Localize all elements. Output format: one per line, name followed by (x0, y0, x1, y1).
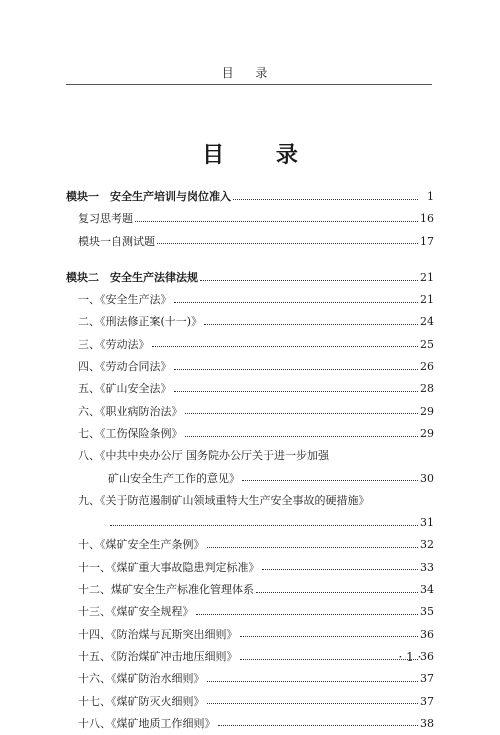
toc-entry-page: 26 (420, 360, 434, 374)
toc-entry[interactable] (66, 534, 434, 556)
page-number: · 1 · (398, 650, 422, 664)
toc-entry-label: 十八、《煤矿地质工作细则》 (78, 716, 216, 730)
toc-entry[interactable] (66, 624, 434, 646)
toc-entry-page: 34 (420, 583, 434, 597)
toc-entry-page: 38 (420, 716, 434, 730)
toc-entry[interactable] (66, 334, 434, 356)
dot-leader (218, 725, 419, 726)
dot-leader (233, 199, 418, 200)
toc-entry[interactable] (66, 601, 434, 623)
dot-leader (135, 221, 418, 222)
toc-entry-page: 36 (420, 627, 434, 641)
header-rule (66, 84, 432, 85)
toc-entry-page: 36 (420, 649, 434, 663)
toc-entry[interactable] (66, 378, 434, 400)
toc-entry-label: 十、《煤矿安全生产条例》 (78, 538, 205, 552)
toc-entry-label: 模块一 安全生产培训与岗位准入 (66, 190, 231, 203)
toc-entry-label: 十七、《煤矿防灭火细则》 (78, 694, 205, 708)
dot-leader (242, 480, 418, 481)
toc-entry[interactable] (66, 356, 434, 378)
page-title: 目 录 (202, 143, 320, 168)
toc-entry-label: 七、《工伤保险条例》 (78, 426, 183, 440)
dot-leader (110, 525, 418, 526)
dot-leader (174, 302, 419, 303)
toc-entry-page: 32 (420, 538, 434, 552)
toc-entry-label: 复习思考题 (78, 212, 133, 226)
toc-entry-label: 一、《安全生产法》 (78, 293, 172, 307)
toc-entry[interactable] (66, 208, 434, 230)
dot-leader (157, 243, 418, 244)
dot-leader (200, 280, 418, 281)
section-spacer (66, 253, 434, 267)
toc-entry-label: 模块一自测试题 (78, 234, 155, 248)
toc-entry[interactable] (66, 311, 434, 333)
toc-entry-module-2[interactable] (66, 267, 434, 289)
toc-entry-label: 十四、《防治煤与瓦斯突出细则》 (78, 627, 238, 641)
toc-entry-page: 33 (420, 560, 434, 574)
toc-entry[interactable] (66, 289, 434, 311)
running-head: 目 录 (221, 66, 277, 80)
toc-entry-label: 十一、《煤矿重大事故隐患判定标准》 (78, 560, 260, 574)
dot-leader (185, 436, 419, 437)
toc-entry-page: 29 (420, 404, 434, 418)
toc-entry-page: 37 (420, 694, 434, 708)
toc-entry[interactable] (66, 490, 434, 512)
toc-entry-label: 八、《中共中央办公厅 国务院办公厅关于进一步加强 (78, 449, 329, 463)
toc-entry-page: 25 (420, 337, 434, 351)
dot-leader (185, 413, 419, 414)
toc-entry-continuation[interactable] (66, 512, 434, 534)
toc-entry-page: 17 (420, 234, 434, 248)
dot-leader (207, 547, 419, 548)
dot-leader (256, 592, 418, 593)
toc-entry-label: 四、《劳动合同法》 (78, 360, 172, 374)
toc-entry-label: 五、《矿山安全法》 (78, 382, 172, 396)
toc-entry[interactable] (66, 579, 434, 601)
toc-entry-label: 二、《刑法修正案(十一)》 (78, 315, 203, 329)
toc-entry-page: 30 (420, 471, 434, 485)
dot-leader (152, 346, 419, 347)
toc-entry-label: 十二、煤矿安全生产标准化管理体系 (78, 583, 254, 597)
toc-entry-page: 29 (420, 426, 434, 440)
toc-entry[interactable] (66, 445, 434, 467)
dot-leader (174, 391, 419, 392)
toc-entry-page: 37 (420, 672, 434, 686)
toc-entry-page: 1 (427, 190, 434, 203)
dot-leader (240, 636, 419, 637)
toc-entry-label: 九、《关于防范遏制矿山领域重特大生产安全事故的硬措施》 (78, 493, 370, 507)
toc-entry-label: 十六、《煤矿防治水细则》 (78, 672, 205, 686)
toc-entry-continuation[interactable] (66, 468, 434, 490)
toc-entry-label: 十三、《煤矿安全规程》 (78, 605, 194, 619)
toc-entry[interactable] (66, 557, 434, 579)
dot-leader (196, 614, 419, 615)
toc-entry[interactable] (66, 423, 434, 445)
toc-entry-label: 模块二 安全生产法律法规 (66, 270, 198, 284)
toc-entry[interactable] (66, 668, 434, 690)
toc-entry-page: 28 (420, 382, 434, 396)
toc-entry-page: 24 (420, 315, 434, 329)
toc-entry-page: 16 (420, 212, 434, 226)
dot-leader (207, 703, 419, 704)
toc-entry-page: 35 (420, 605, 434, 619)
toc-entry[interactable] (66, 646, 434, 668)
toc-entry[interactable] (66, 231, 434, 253)
toc-entry[interactable] (66, 713, 434, 735)
toc-entry[interactable] (66, 691, 434, 713)
toc-entry-page: 21 (420, 270, 434, 284)
dot-leader (262, 569, 419, 570)
toc-entry-label: 三、《劳动法》 (78, 337, 150, 351)
dot-leader (174, 369, 419, 370)
toc-entry[interactable] (66, 401, 434, 423)
dot-leader (207, 681, 419, 682)
toc-entry-label: 六、《职业病防治法》 (78, 404, 183, 418)
toc-entry-page: 31 (420, 516, 434, 530)
dot-leader (204, 324, 418, 325)
toc-entry-label: 矿山安全生产工作的意见》 (108, 471, 240, 485)
table-of-contents (66, 186, 434, 735)
toc-entry-module-1[interactable] (66, 186, 434, 208)
toc-entry-page: 21 (420, 293, 434, 307)
toc-entry-label: 十五、《防治煤矿冲击地压细则》 (78, 649, 238, 663)
